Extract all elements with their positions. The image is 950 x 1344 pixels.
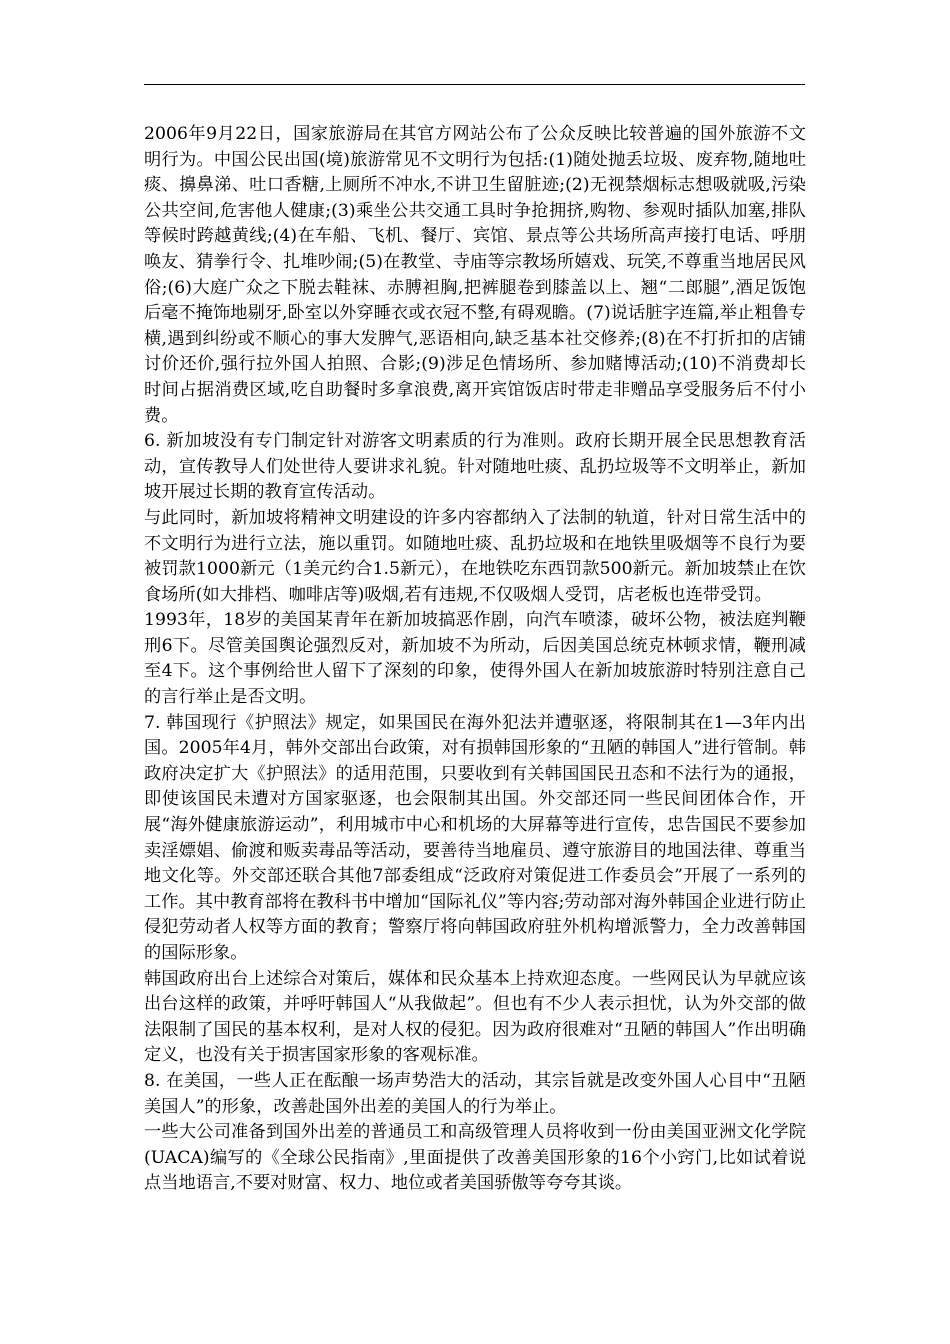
paragraph-uncivil-behaviors: 2006年9月22日，国家旅游局在其官方网站公布了公众反映比较普遍的国外旅游不文明行为。中国公民出国(境)旅游常见不文明行为包括:(1)随处抛丢垃圾、废弃物,随地吐痰、擤鼻涕、吐口香糖,上厕所不冲水,不讲卫生留脏迹;(2)无视禁烟标志想吸就吸,污染公共空间,危害他人健康;(3)乘坐公共交通工具时争抢拥挤,购物、参观时插队加塞,排队等候时跨越黄线;(4)在车船、飞机、餐厅、宾馆、景点等公共场所高声接打电话、呼朋唤友、猜拳行令、扎堆吵闹;(5)在教堂、寺庙等宗教场所嬉戏、玩笑,不尊重当地居民风俗;(6)大庭广众之下脱去鞋袜、赤膊袒胸,把裤腿卷到膝盖以上、翘“二郎腿”,酒足饭饱后毫不掩饰地剔牙,卧室以外穿睡衣或衣冠不整,有碍观瞻。(7)说话脏字连篇,举止粗鲁专横,遇到纠纷或不顺心的事大发脾气,恶语相向,缺乏基本社交修养;(8)在不打折扣的店铺讨价还价,强行拉外国人拍照、合影;(9)涉足色情场所、参加赌博活动;(10)不消费却长时间占据消费区域,吃自助餐时多拿浪费,离开宾馆饭店时带走非赠品享受服务后不付小费。 (144, 124, 806, 426)
paragraph-usa-guide: 一些大公司准备到国外出差的普通员工和高级管理人员将收到一份由美国亚洲文化学院(UACA)编写的《全球公民指南》,里面提供了改善美国形象的16个小窍门,比如试着说点当地语言,不要对财富、权力、地位或者美国骄傲等夸夸其谈。 (144, 1122, 806, 1194)
header-rule (144, 84, 805, 85)
paragraph-singapore-law: 与此同时，新加坡将精神文明建设的许多内容都纳入了法制的轨道，针对日常生活中的不文明行为进行立法，施以重罚。如随地吐痰、乱扔垃圾和在地铁里吸烟等不良行为要被罚款1000新元（1美元约合1.5新元），在地铁吃东西罚款500新元。新加坡禁止在饮食场所(如大排档、咖啡店等)吸烟,若有违规,不仅吸烟人受罚，店老板也连带受罚。 (144, 507, 806, 605)
paragraph-singapore-1993-case: 1993年，18岁的美国某青年在新加坡搞恶作剧，向汽车喷漆，破坏公物，被法庭判鞭刑6下。尽管美国舆论强烈反对，新加坡不为所动，后因美国总统克林顿求情，鞭刑减至4下。这个事例给世人留下了深刻的印象，使得外国人在新加坡旅游时特别注意自己的言行举止是否文明。 (144, 610, 806, 708)
paragraph-singapore-education: 6. 新加坡没有专门制定针对游客文明素质的行为准则。政府长期开展全民思想教育活动，宣传教导人们处世待人要讲求礼貌。针对随地吐痰、乱扔垃圾等不文明举止，新加坡开展过长期的教育宣传活动。 (144, 431, 806, 503)
paragraph-usa-campaign: 8. 在美国，一些人正在酝酿一场声势浩大的活动，其宗旨就是改变外国人心目中“丑陋美国人”的形象，改善赴国外出差的美国人的行为举止。 (144, 1070, 806, 1117)
paragraph-korea-reaction: 韩国政府出台上述综合对策后，媒体和民众基本上持欢迎态度。一些网民认为早就应该出台这样的政策，并呼吁韩国人“从我做起”。但也有不少人表示担忧，认为外交部的做法限制了国民的基本权利，是对人权的侵犯。因为政府很难对“丑陋的韩国人”作出明确定义，也没有关于损害国家形象的客观标准。 (144, 968, 806, 1066)
paragraph-korea-passport-law: 7. 韩国现行《护照法》规定，如果国民在海外犯法并遭驱逐，将限制其在1—3年内出国。2005年4月，韩外交部出台政策，对有损韩国形象的“丑陋的韩国人”进行管制。韩政府决定扩大《护照法》的适用范围，只要收到有关韩国国民丑态和不法行为的通报，即使该国民未遭对方国家驱逐，也会限制其出国。外交部还同一些民间团体合作，开展“海外健康旅游运动”，利用城市中心和机场的大屏幕等进行宣传，忠告国民不要参加卖淫嫖娼、偷渡和贩卖毒品等活动，要善待当地雇员、遵守旅游目的地国法律、尊重当地文化等。外交部还联合其他7部委组成“泛政府对策促进工作委员会”开展了一系列的工作。其中教育部将在教科书中增加“国际礼仪”等内容;劳动部对海外韩国企业进行防止侵犯劳动者人权等方面的教育；警察厅将向韩国政府驻外机构增派警力，全力改善韩国的国际形象。 (144, 712, 806, 963)
body-text (144, 122, 806, 1197)
